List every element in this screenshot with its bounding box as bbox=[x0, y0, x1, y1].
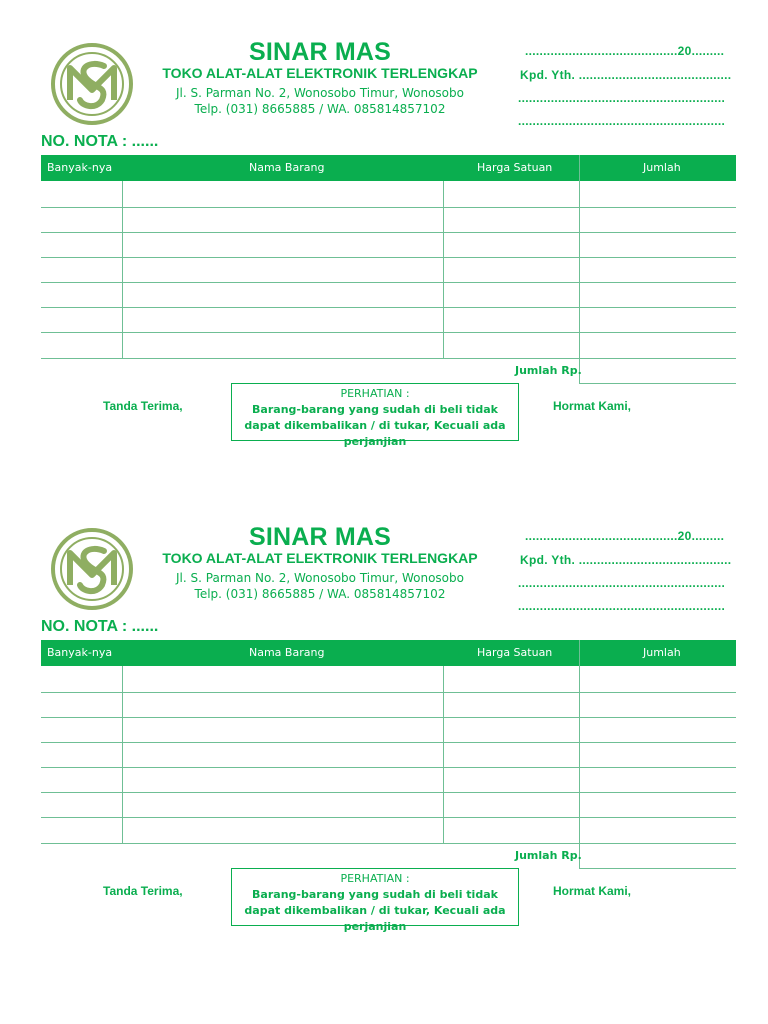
nota-number[interactable]: NO. NOTA : ...... bbox=[41, 133, 159, 150]
col-header-quantity: Banyak-nya bbox=[47, 161, 113, 174]
sender-signature-label: Hormat Kami, bbox=[553, 399, 632, 413]
table-header bbox=[41, 155, 736, 181]
table-row[interactable] bbox=[41, 307, 736, 308]
address-field-1[interactable]: ......................................................... bbox=[518, 576, 726, 590]
address-field-2[interactable]: ......................................................... bbox=[518, 599, 726, 613]
receiver-signature-label: Tanda Terima, bbox=[103, 884, 183, 898]
table-row[interactable] bbox=[41, 358, 736, 359]
items-table bbox=[41, 640, 736, 868]
table-row[interactable] bbox=[41, 282, 736, 283]
shop-phone: Telp. (031) 8665885 / WA. 085814857102 bbox=[194, 587, 446, 601]
ms-monogram-icon bbox=[50, 42, 134, 126]
col-header-unit-price: Harga Satuan bbox=[477, 161, 553, 174]
receiver-signature-label: Tanda Terima, bbox=[103, 399, 183, 413]
total-box-bottom bbox=[579, 383, 736, 384]
nota-form-top bbox=[0, 38, 768, 523]
shop-address: Jl. S. Parman No. 2, Wonosobo Timur, Wonosobo bbox=[176, 86, 464, 100]
notice-body: Barang-barang yang sudah di beli tidak dapat dikembalikan / di tukar, Kecuali ada perjanjian bbox=[244, 888, 506, 933]
table-row[interactable] bbox=[41, 742, 736, 743]
nota-form-bottom bbox=[0, 523, 768, 1008]
address-field-2[interactable]: ......................................................... bbox=[518, 114, 726, 128]
ms-monogram-icon bbox=[50, 527, 134, 611]
col-divider bbox=[579, 155, 580, 383]
sender-signature-label: Hormat Kami, bbox=[553, 884, 632, 898]
total-label: Jumlah Rp. bbox=[515, 849, 582, 862]
col-header-amount: Jumlah bbox=[643, 161, 681, 174]
items-table bbox=[41, 155, 736, 383]
shop-name: SINAR MAS bbox=[248, 523, 392, 551]
col-header-quantity: Banyak-nya bbox=[47, 646, 113, 659]
shop-phone: Telp. (031) 8665885 / WA. 085814857102 bbox=[194, 102, 446, 116]
notice-title: PERHATIAN : bbox=[340, 872, 410, 885]
date-field[interactable]: ..........................................20......... bbox=[525, 44, 725, 58]
shop-name: SINAR MAS bbox=[248, 38, 392, 66]
col-header-item-name: Nama Barang bbox=[249, 161, 325, 174]
table-row[interactable] bbox=[41, 717, 736, 718]
total-label: Jumlah Rp. bbox=[515, 364, 582, 377]
table-row[interactable] bbox=[41, 257, 736, 258]
total-box-bottom bbox=[579, 868, 736, 869]
table-row[interactable] bbox=[41, 207, 736, 208]
recipient-field[interactable]: Kpd. Yth. .......................................... bbox=[520, 68, 732, 82]
table-row[interactable] bbox=[41, 332, 736, 333]
col-header-amount: Jumlah bbox=[643, 646, 681, 659]
table-row[interactable] bbox=[41, 792, 736, 793]
table-row[interactable] bbox=[41, 767, 736, 768]
shop-tagline: TOKO ALAT-ALAT ELEKTRONIK TERLENGKAP bbox=[162, 65, 478, 81]
notice-body: Barang-barang yang sudah di beli tidak dapat dikembalikan / di tukar, Kecuali ada perjanjian bbox=[244, 403, 506, 448]
col-header-item-name: Nama Barang bbox=[249, 646, 325, 659]
notice-box bbox=[231, 383, 519, 448]
shop-address: Jl. S. Parman No. 2, Wonosobo Timur, Wonosobo bbox=[176, 571, 464, 585]
recipient-field[interactable]: Kpd. Yth. .......................................... bbox=[520, 553, 732, 567]
notice-title: PERHATIAN : bbox=[340, 387, 410, 400]
table-row[interactable] bbox=[41, 817, 736, 818]
address-field-1[interactable]: ......................................................... bbox=[518, 91, 726, 105]
notice-box bbox=[231, 868, 519, 933]
table-row[interactable] bbox=[41, 692, 736, 693]
date-field[interactable]: ..........................................20......... bbox=[525, 529, 725, 543]
col-divider bbox=[579, 640, 580, 868]
table-row[interactable] bbox=[41, 843, 736, 844]
shop-tagline: TOKO ALAT-ALAT ELEKTRONIK TERLENGKAP bbox=[162, 550, 478, 566]
nota-number[interactable]: NO. NOTA : ...... bbox=[41, 618, 159, 635]
table-row[interactable] bbox=[41, 232, 736, 233]
table-header bbox=[41, 640, 736, 666]
col-header-unit-price: Harga Satuan bbox=[477, 646, 553, 659]
